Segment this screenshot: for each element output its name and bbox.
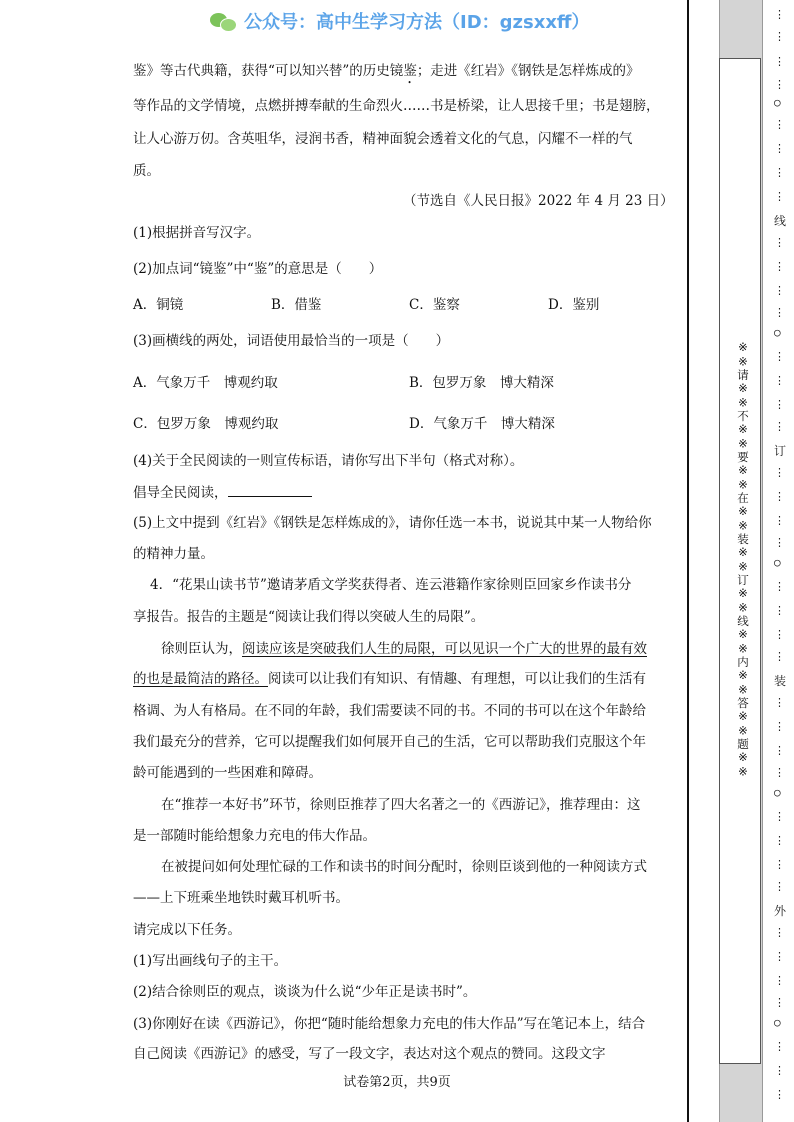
question-3-1: (1)根据拼音写汉字。	[133, 225, 261, 241]
passage-line: 的也是最简洁的路径。阅读可以让我们有知识、有情趣、有理想，可以让我们的生活有	[133, 671, 646, 687]
circle-icon: ○	[774, 1016, 781, 1029]
circle-icon: ○	[774, 556, 781, 569]
circle-icon: ○	[774, 326, 781, 339]
binding-label-outer: 外	[774, 904, 787, 918]
option-b: B．包罗万象 博大精深	[409, 375, 554, 391]
passage-line: 是一部随时能给想象力充电的伟大作品。	[133, 828, 376, 844]
watermark-text: 公众号：高中生学习方法（ID：gzsxxff）	[244, 12, 590, 33]
question-3-2: (2)加点词“镜鉴”中“鉴”的意思是（ ）	[133, 261, 383, 277]
task-heading: 请完成以下任务。	[133, 922, 241, 938]
page-footer: 试卷第2页，共9页	[343, 1075, 451, 1090]
question-3-3: (3)画横线的两处，词语使用最恰当的一项是（ ）	[133, 333, 450, 349]
question-3-4: (4)关于全民阅读的一则宣传标语，请你写出下半句（格式对称）。	[133, 453, 524, 469]
binding-label-install: 装	[774, 674, 787, 688]
binding-label-line: 线	[774, 214, 787, 228]
question-3-5-cont: 的精神力量。	[133, 546, 214, 562]
passage-line: 在“推荐一本好书”环节，徐则臣推荐了四大名著之一的《西游记》，推荐理由：这	[161, 797, 641, 813]
cut-line: ⋮ ⋮ ⋮ ⋮ ○ ⋮ ⋮ ⋮ ⋮ 线 ⋮ ⋮ ⋮ ⋮ ○ ⋮ ⋮ ⋮ ⋮ 订 ⋮ ⋮ ⋮ ⋮ ○ ⋮ ⋮ ⋮ ⋮ 装 ⋮ ⋮ ⋮ ⋮ ○ ⋮ ⋮ ⋮ ⋮ 外 ⋮ ⋮ ⋮ ⋮ ○ ⋮ ⋮ ⋮	[774, 8, 787, 1101]
passage-line: ——上下班乘坐地铁时戴耳机听书。	[133, 890, 349, 906]
circle-icon: ○	[774, 786, 781, 799]
wechat-icon	[210, 11, 236, 31]
passage-line: 等作品的文学情境，点燃拼搏奉献的生命烈火……书是桥梁，让人思接千里；书是翅膀，	[133, 98, 660, 114]
binding-notice: ※※请※※不※※要※※在※※装※※订※※线※※内※※答※※题※※	[736, 340, 750, 779]
binding-divider	[687, 0, 689, 1122]
passage-line: 龄可能遇到的一些困难和障碍。	[133, 765, 322, 781]
watermark	[210, 8, 590, 34]
answer-blank[interactable]	[228, 484, 312, 497]
option-b: B．借鉴	[271, 297, 322, 313]
underlined-sentence: 阅读应该是突破我们人生的局限，可以见识一个广大的世界的最有效	[242, 641, 647, 657]
option-c: C．鉴察	[409, 297, 460, 313]
question-4-intro-cont: 享报告。报告的主题是“阅读让我们得以突破人生的局限”。	[133, 609, 485, 625]
question-4-1: (1)写出画线句子的主干。	[133, 953, 288, 969]
underlined-sentence: 的也是最简洁的路径。	[133, 671, 268, 687]
question-4-3: (3)你刚好在读《西游记》，你把“随时能给想象力充电的伟大作品”写在笔记本上，结合	[133, 1016, 646, 1032]
question-4-intro: 4．“花果山读书节”邀请茅盾文学奖获得者、连云港籍作家徐则臣回家乡作读书分	[150, 577, 632, 593]
binding-label-bind: 订	[774, 444, 787, 458]
option-a: A．铜镜	[133, 297, 184, 313]
fill-line: 倡导全民阅读，	[133, 484, 312, 502]
question-4-3-cont: 自己阅读《西游记》的感受，写了一段文字，表达对这个观点的赞同。这段文字	[133, 1046, 606, 1062]
passage-line: 徐则臣认为，阅读应该是突破我们人生的局限，可以见识一个广大的世界的最有效	[161, 641, 647, 657]
passage-line: 鉴》等古代典籍，获得“可以知兴替”的历史镜鉴；走进《红岩》《钢铁是怎样炼成的》	[133, 63, 640, 79]
passage-line: 让人心游万仞。含英咀华，浸润书香，精神面貌会透着文化的气息，闪耀不一样的气	[133, 131, 633, 147]
source-citation: （节选自《人民日报》2022 年 4 月 23 日）	[403, 193, 674, 209]
option-d: D．鉴别	[548, 297, 600, 313]
option-c: C．包罗万象 博观约取	[133, 416, 279, 432]
passage-line: 质。	[133, 163, 160, 179]
question-4-2: (2)结合徐则臣的观点，谈谈为什么说“少年正是读书时”。	[133, 984, 477, 1000]
option-a: A．气象万千 博观约取	[133, 375, 278, 391]
option-d: D．气象万千 博大精深	[409, 416, 555, 432]
passage-line: 我们最充分的营养，它可以提醒我们如何展开自己的生活，它可以帮助我们克服这个年	[133, 734, 646, 750]
circle-icon: ○	[774, 96, 781, 109]
passage-line: 在被提问如何处理忙碌的工作和读书的时间分配时，徐则臣谈到他的一种阅读方式	[161, 859, 647, 875]
question-3-5: (5)上文中提到《红岩》《钢铁是怎样炼成的》，请你任选一本书，说说其中某一人物给你	[133, 515, 652, 531]
passage-line: 格调、为人有格局。在不同的年龄，我们需要读不同的书。不同的书可以在这个年龄给	[133, 703, 646, 719]
